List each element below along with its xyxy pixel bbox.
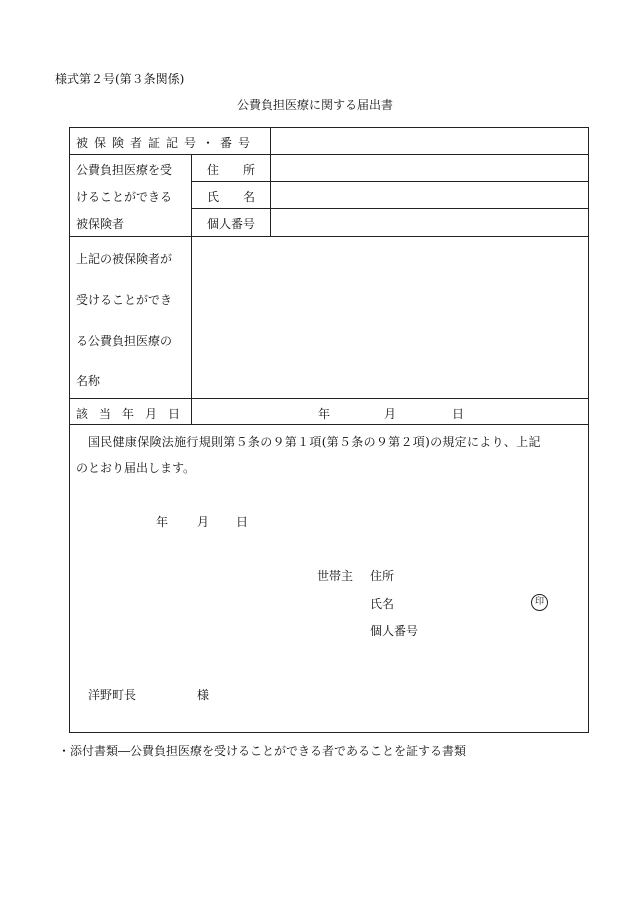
seal-icon: 印 — [531, 594, 548, 611]
row-divider — [191, 208, 588, 209]
row-divider — [191, 181, 588, 182]
personal-number-label: 個人番号 — [207, 217, 256, 231]
insurance-number-label: 被保険者証記号・番号 — [76, 136, 257, 150]
form-title: 公費負担医療に関する届出書 — [236, 98, 393, 112]
applicable-date-label: 該当年月日 — [76, 407, 192, 421]
medical-care-name-label-line4: 名称 — [76, 374, 101, 388]
personal-number-field[interactable] — [276, 215, 581, 231]
column-divider — [191, 154, 192, 236]
column-divider — [191, 236, 192, 424]
declaration-line2: のとおり届出します。 — [76, 461, 196, 475]
medical-care-name-label-line2: 受けることができ — [76, 293, 173, 307]
attachment-note: ・添付書類―公費負担医療を受けることができる者であることを証する書類 — [58, 744, 467, 758]
householder-name-label: 氏名 — [370, 597, 395, 611]
insurance-number-field[interactable] — [276, 134, 581, 150]
addressee-honorific: 様 — [197, 688, 210, 702]
name-field[interactable] — [276, 188, 581, 204]
row-divider — [70, 236, 588, 237]
insured-person-label-line2: けることができる — [76, 190, 173, 204]
applicable-date-month[interactable]: 月 — [384, 407, 397, 421]
applicable-date-year[interactable]: 年 — [318, 407, 331, 421]
applicable-date-day[interactable]: 日 — [452, 407, 465, 421]
householder-label: 世帯主 — [317, 569, 354, 583]
row-divider — [70, 154, 588, 155]
row-divider — [70, 424, 588, 425]
householder-address-label: 住所 — [370, 569, 395, 583]
addressee: 洋野町長 — [88, 688, 137, 702]
name-label: 氏 名 — [207, 190, 256, 204]
insured-person-label-line1: 公費負担医療を受 — [76, 163, 173, 177]
form-table — [69, 127, 589, 733]
declaration-date-day[interactable]: 日 — [236, 515, 249, 529]
declaration-date-year[interactable]: 年 — [156, 515, 169, 529]
insured-person-label-line3: 被保険者 — [76, 217, 125, 231]
medical-care-name-field[interactable] — [197, 242, 582, 392]
row-divider — [70, 398, 588, 399]
declaration-date-month[interactable]: 月 — [197, 515, 210, 529]
address-field[interactable] — [276, 161, 581, 177]
address-label: 住 所 — [207, 163, 256, 177]
column-divider — [270, 128, 271, 236]
medical-care-name-label-line3: る公費負担医療の — [76, 334, 173, 348]
medical-care-name-label-line1: 上記の被保険者が — [76, 252, 173, 266]
form-number: 様式第２号(第３条関係) — [55, 72, 185, 86]
declaration-line1: 国民健康保険法施行規則第５条の９第１項(第５条の９第２項)の規定により、上記 — [88, 435, 541, 449]
householder-personal-number-label: 個人番号 — [370, 624, 419, 638]
